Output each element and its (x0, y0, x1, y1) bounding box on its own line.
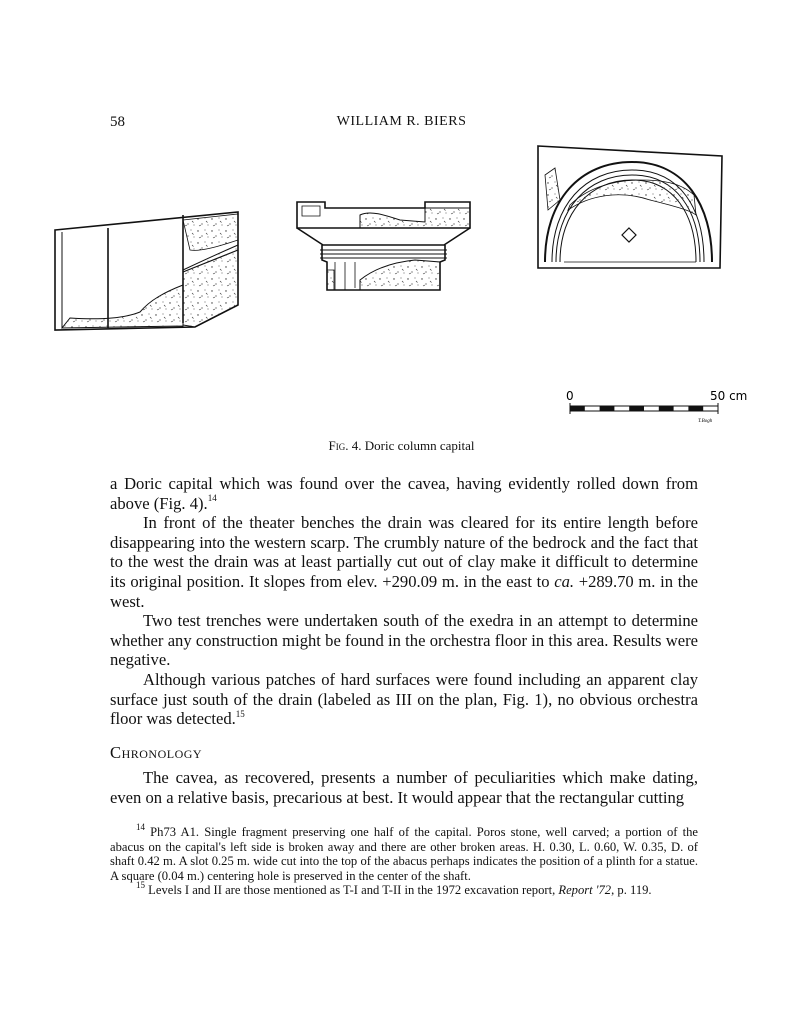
footnote-text: , p. 119. (611, 883, 652, 898)
footnote-text: Levels I and II are those mentioned as T-I and T-II in the 1972 excavation report, (148, 883, 559, 898)
footnote-number: 15 (136, 880, 145, 891)
paragraph (110, 670, 698, 729)
page-number: 58 (110, 114, 125, 130)
footnote-ref-14: 14 (207, 493, 217, 504)
running-head: WILLIAM R. BIERS (336, 114, 467, 129)
italic-report: Report '72 (558, 883, 612, 898)
scale-bar (566, 389, 747, 424)
footnotes (110, 821, 698, 898)
paragraph (110, 513, 698, 611)
body-text (110, 474, 698, 808)
paragraph-text: In front of the theater benches the drain was cleared for its entire length before disappearing into the western scarp. The crumbly nature of the bedrock and the fact that to the west the drain was at least partially cut out of clay make it difficult to determine its original position. It slopes from elev. +290.09 m. in the east to (110, 513, 698, 591)
paragraph-text: a Doric capital which was found over the cavea, having evidently rolled down from above (Fig. 4). (110, 474, 698, 513)
top-view-drawing (538, 146, 722, 268)
italic-ca: ca. (554, 571, 575, 591)
section-heading: Chronology (110, 742, 203, 762)
side-view-drawing (55, 212, 238, 330)
figure-caption (0, 438, 803, 454)
paragraph: Two test trenches were undertaken south of the exedra in an attempt to determine whether any construction might be found in the orchestra floor in this area. Results were negative. (110, 611, 698, 670)
scale-start-label: 0 (566, 389, 574, 403)
figure-doric-capital (0, 0, 803, 430)
footnote-text: Ph73 A1. Single fragment preserving one half of the capital. Poros stone, well carved; a portion of the abacus on the capital's left side is broken away and there are other broken areas. H. 0.30, L. 0.60, W. 0.35, D. of shaft 0.42 m. A slot 0.25 m. wide cut into the top of the abacus perhaps indicates the position of a plinth for a statue. A square (0.04 m.) centering hole is preserved in the center of the shaft. (110, 825, 698, 883)
paragraph (110, 474, 698, 513)
footnote-15 (110, 880, 698, 898)
paragraph-text: +289.70 m. in the west. (110, 571, 698, 611)
footnote-number: 14 (136, 821, 145, 832)
paragraph-text: Although various patches of hard surfaces were found including an apparent clay surface just south of the drain (labeled as III on the plan, Fig. 1), no obvious orchestra floor was detected. (110, 669, 698, 729)
paragraph: The cavea, as recovered, presents a number of peculiarities which make dating, even on a relative basis, precarious at best. It would appear that the rectangular cutting (110, 768, 698, 807)
caption-text: Doric column capital (364, 438, 475, 453)
front-elevation-drawing (297, 202, 470, 290)
footnote-ref-15: 15 (235, 708, 245, 719)
footnote-14 (110, 821, 698, 883)
scale-end-label: 50 cm (710, 389, 748, 403)
drafter-mark: T.Bogh (698, 419, 713, 424)
caption-prefix: Fig. 4. (328, 438, 362, 453)
